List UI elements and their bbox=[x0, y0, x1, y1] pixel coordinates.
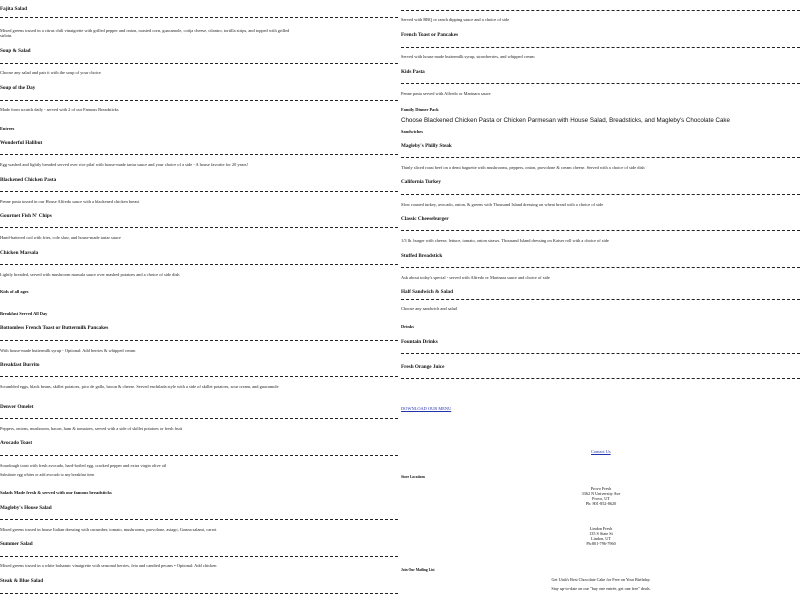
item-name-fish-chips: Gourmet Fish N' Chips bbox=[0, 213, 52, 219]
item-desc-soup-of-day: Made from scratch daily - served with 2 of our Famous Breadsticks bbox=[0, 107, 119, 112]
item-name-pancakes: Bottomless French Toast or Buttermilk Pancakes bbox=[0, 325, 109, 331]
item-desc-philly: Thinly sliced roast beef on a demi baguette with mushrooms, peppers, onion, provolone & cream cheese. Served with a choice of side dish bbox=[401, 165, 645, 170]
item-name-cheeseburger: Classic Cheeseburger bbox=[401, 216, 449, 222]
provo-address: 3362 N University Ave bbox=[581, 491, 621, 496]
item-desc-california-turkey: Slow roasted turkey, avocado, onion, & greens with Thousand Island dressing on wheat bread with a choice of side bbox=[401, 202, 604, 207]
item-name-house-salad: Magleby's House Salad bbox=[0, 505, 52, 511]
item-desc-stuffed-breadstick: Ask about today's special - served with Alfredo or Marinara sauce and choice of side bbox=[401, 275, 550, 280]
item-desc-chicken-marsala: Lightly breaded, served with mushroom marsala sauce over mashed potatoes and a choice of side dish bbox=[0, 272, 180, 277]
lindon-city: Lindon, UT bbox=[591, 536, 611, 541]
promo-block bbox=[501, 577, 701, 591]
item-desc-half-sandwich: Choose any sandwich and salad bbox=[401, 306, 457, 311]
divider bbox=[0, 154, 398, 155]
provo-city: Provo, UT bbox=[592, 496, 610, 501]
item-name-halibut: Wonderful Halibut bbox=[0, 140, 43, 146]
item-name-soup-salad: Soup & Salad bbox=[0, 48, 31, 54]
item-name-fountain-drinks: Fountain Drinks bbox=[401, 339, 438, 345]
mailing-list-heading: Join Our Mailing List bbox=[401, 568, 435, 572]
section-drinks: Drinks bbox=[401, 324, 414, 329]
section-salads: Salads Made fresh & served with our famous breadsticks bbox=[0, 490, 112, 495]
divider bbox=[0, 17, 398, 18]
item-desc-blackened-pasta: Penne pasta tossed in our House Alfredo sauce with a blackened chicken breast bbox=[0, 199, 140, 204]
section-family-pack: Family Dinner Pack bbox=[401, 107, 439, 112]
divider bbox=[401, 299, 800, 300]
section-kids: Kids of all ages bbox=[0, 289, 29, 294]
lindon-phone: Ph:801-796-7960 bbox=[586, 541, 616, 546]
divider bbox=[401, 267, 800, 268]
item-name-kids-pasta: Kids Pasta bbox=[401, 69, 425, 75]
divider bbox=[0, 376, 398, 377]
divider bbox=[0, 556, 398, 557]
item-name-philly: Magleby's Philly Steak bbox=[401, 143, 452, 149]
item-name-avocado-toast: Avocado Toast bbox=[0, 440, 33, 446]
item-desc-halibut: Egg washed and lightly breaded served over rice pilaf with house-made tartar sauce and your choice of a side - A house favorite for 20 years! bbox=[0, 162, 249, 167]
divider bbox=[0, 191, 398, 192]
item-desc-fish-chips: Hand-battered cod with fries, cole slaw, and house-made tartar sauce bbox=[0, 235, 121, 240]
divider bbox=[0, 227, 398, 228]
divider bbox=[401, 378, 800, 379]
item-desc-french-toast: Served with house made buttermilk syrup, strawberries, and whipped cream bbox=[401, 54, 535, 59]
contact-us-link[interactable]: Contact Us bbox=[591, 449, 611, 454]
item-desc-denver-omelet: Peppers, onions, mushroom, bacon, ham & tomatoes, served with a side of skillet potatoes or fresh fruit bbox=[0, 426, 183, 431]
divider bbox=[0, 593, 398, 594]
divider bbox=[401, 194, 800, 195]
provo-phone: Ph: 801-852-8620 bbox=[585, 501, 617, 506]
divider bbox=[0, 63, 398, 64]
provo-name: Provo Fresh bbox=[590, 486, 612, 491]
divider bbox=[0, 519, 398, 520]
section-sandwiches: Sandwiches bbox=[401, 129, 423, 134]
item-name-soup-of-day: Soup of the Day bbox=[0, 85, 36, 91]
item-name-blackened-pasta: Blackened Chicken Pasta bbox=[0, 177, 57, 183]
item-name-summer-salad: Summer Salad bbox=[0, 541, 33, 547]
item-name-orange-juice: Fresh Orange Juice bbox=[401, 364, 445, 370]
item-name-breakfast-burrito: Breakfast Burrito bbox=[0, 362, 40, 368]
item-desc-fajita-salad: Mixed greens tossed in a citrus chili vinaigrette with grilled pepper and onion, roasted corn, guacamole, cotija cheese, cilantro, tortilla strips, and topped with grilled sirloin. bbox=[0, 28, 290, 39]
item-name-half-sandwich: Half Sandwich & Salad bbox=[401, 289, 454, 295]
item-note-avocado-toast: Substitute egg whites or add avocado to any breakfast item bbox=[0, 472, 95, 477]
divider bbox=[401, 47, 800, 48]
divider bbox=[401, 157, 800, 158]
divider bbox=[401, 353, 800, 354]
item-desc-summer-salad: Mixed greens tossed in a white balsamic vinaigrette with seasonal berries, feta and candied pecans • Optional: Add chicken bbox=[0, 563, 217, 568]
section-breakfast: Breakfast Served All Day bbox=[0, 311, 48, 316]
divider bbox=[0, 340, 398, 341]
item-desc-breakfast-burrito: Scrambled eggs, black beans, skillet potatoes, pico de gallo, bacon & cheese. Served enchilada style with a side of skillet potatoes, sour cream, and guacamole bbox=[0, 384, 279, 389]
item-name-french-toast: French Toast or Pancakes bbox=[401, 32, 459, 38]
item-desc-kids-pasta: Penne pasta served with Alfredo or Marinara sauce bbox=[401, 91, 491, 96]
lindon-name: Lindon Fresh bbox=[589, 526, 613, 531]
item-name-california-turkey: California Turkey bbox=[401, 179, 441, 185]
item-desc-kids-top: Served with BBQ or ranch dipping sauce and a choice of side bbox=[401, 17, 510, 22]
item-name-fajita-salad: Fajita Salad bbox=[0, 6, 27, 12]
divider bbox=[401, 230, 800, 231]
divider bbox=[0, 455, 398, 456]
item-name-steak-blue-salad: Steak & Blue Salad bbox=[0, 578, 44, 584]
item-desc-pancakes: With house-made buttermilk syrup - Optional: Add berries & whipped cream bbox=[0, 348, 136, 353]
promo-birthday: Get Utah's Best Chocolate Cake for Free on Your Birthday. bbox=[551, 577, 651, 582]
family-pack-desc: Choose Blackened Chicken Pasta or Chicken Parmesan with House Salad, Breadsticks, and Magleby's Chocolate Cake bbox=[401, 117, 730, 124]
section-entrees: Entrees bbox=[0, 126, 15, 131]
item-name-denver-omelet: Denver Omelet bbox=[0, 404, 34, 410]
divider bbox=[0, 100, 398, 101]
lindon-address: 135 S State St bbox=[589, 531, 613, 536]
promo-deals: Stay up-to-date on our "buy one entrée, get one free" deals. bbox=[551, 586, 651, 591]
item-desc-avocado-toast: Sourdough toast with fresh avocado, hard-boiled egg, cracked pepper and extra virgin olive oil bbox=[0, 463, 167, 468]
item-desc-soup-salad: Choose any salad and pair it with the soup of your choice bbox=[0, 70, 101, 75]
provo-location bbox=[561, 486, 641, 506]
divider bbox=[401, 10, 800, 11]
item-name-stuffed-breadstick: Stuffed Breadstick bbox=[401, 253, 443, 259]
item-desc-cheeseburger: 1/3 lb. burger with cheese, lettuce, tomato, onion straws. Thousand Island dressing on Kaiser roll with a choice of side bbox=[401, 238, 609, 243]
divider bbox=[401, 83, 800, 84]
download-menu-link[interactable]: DOWNLOAD OUR MENU bbox=[401, 406, 452, 411]
store-locations-heading: Store Locations bbox=[401, 475, 425, 479]
lindon-location bbox=[561, 526, 641, 546]
item-desc-house-salad: Mixed greens tossed in house Italian dressing with cucumber, tomato, mushrooms, provolone, asiago, Gonna salami, carrot bbox=[0, 527, 217, 532]
item-name-chicken-marsala: Chicken Marsala bbox=[0, 250, 39, 256]
divider bbox=[0, 418, 398, 419]
divider bbox=[0, 264, 398, 265]
